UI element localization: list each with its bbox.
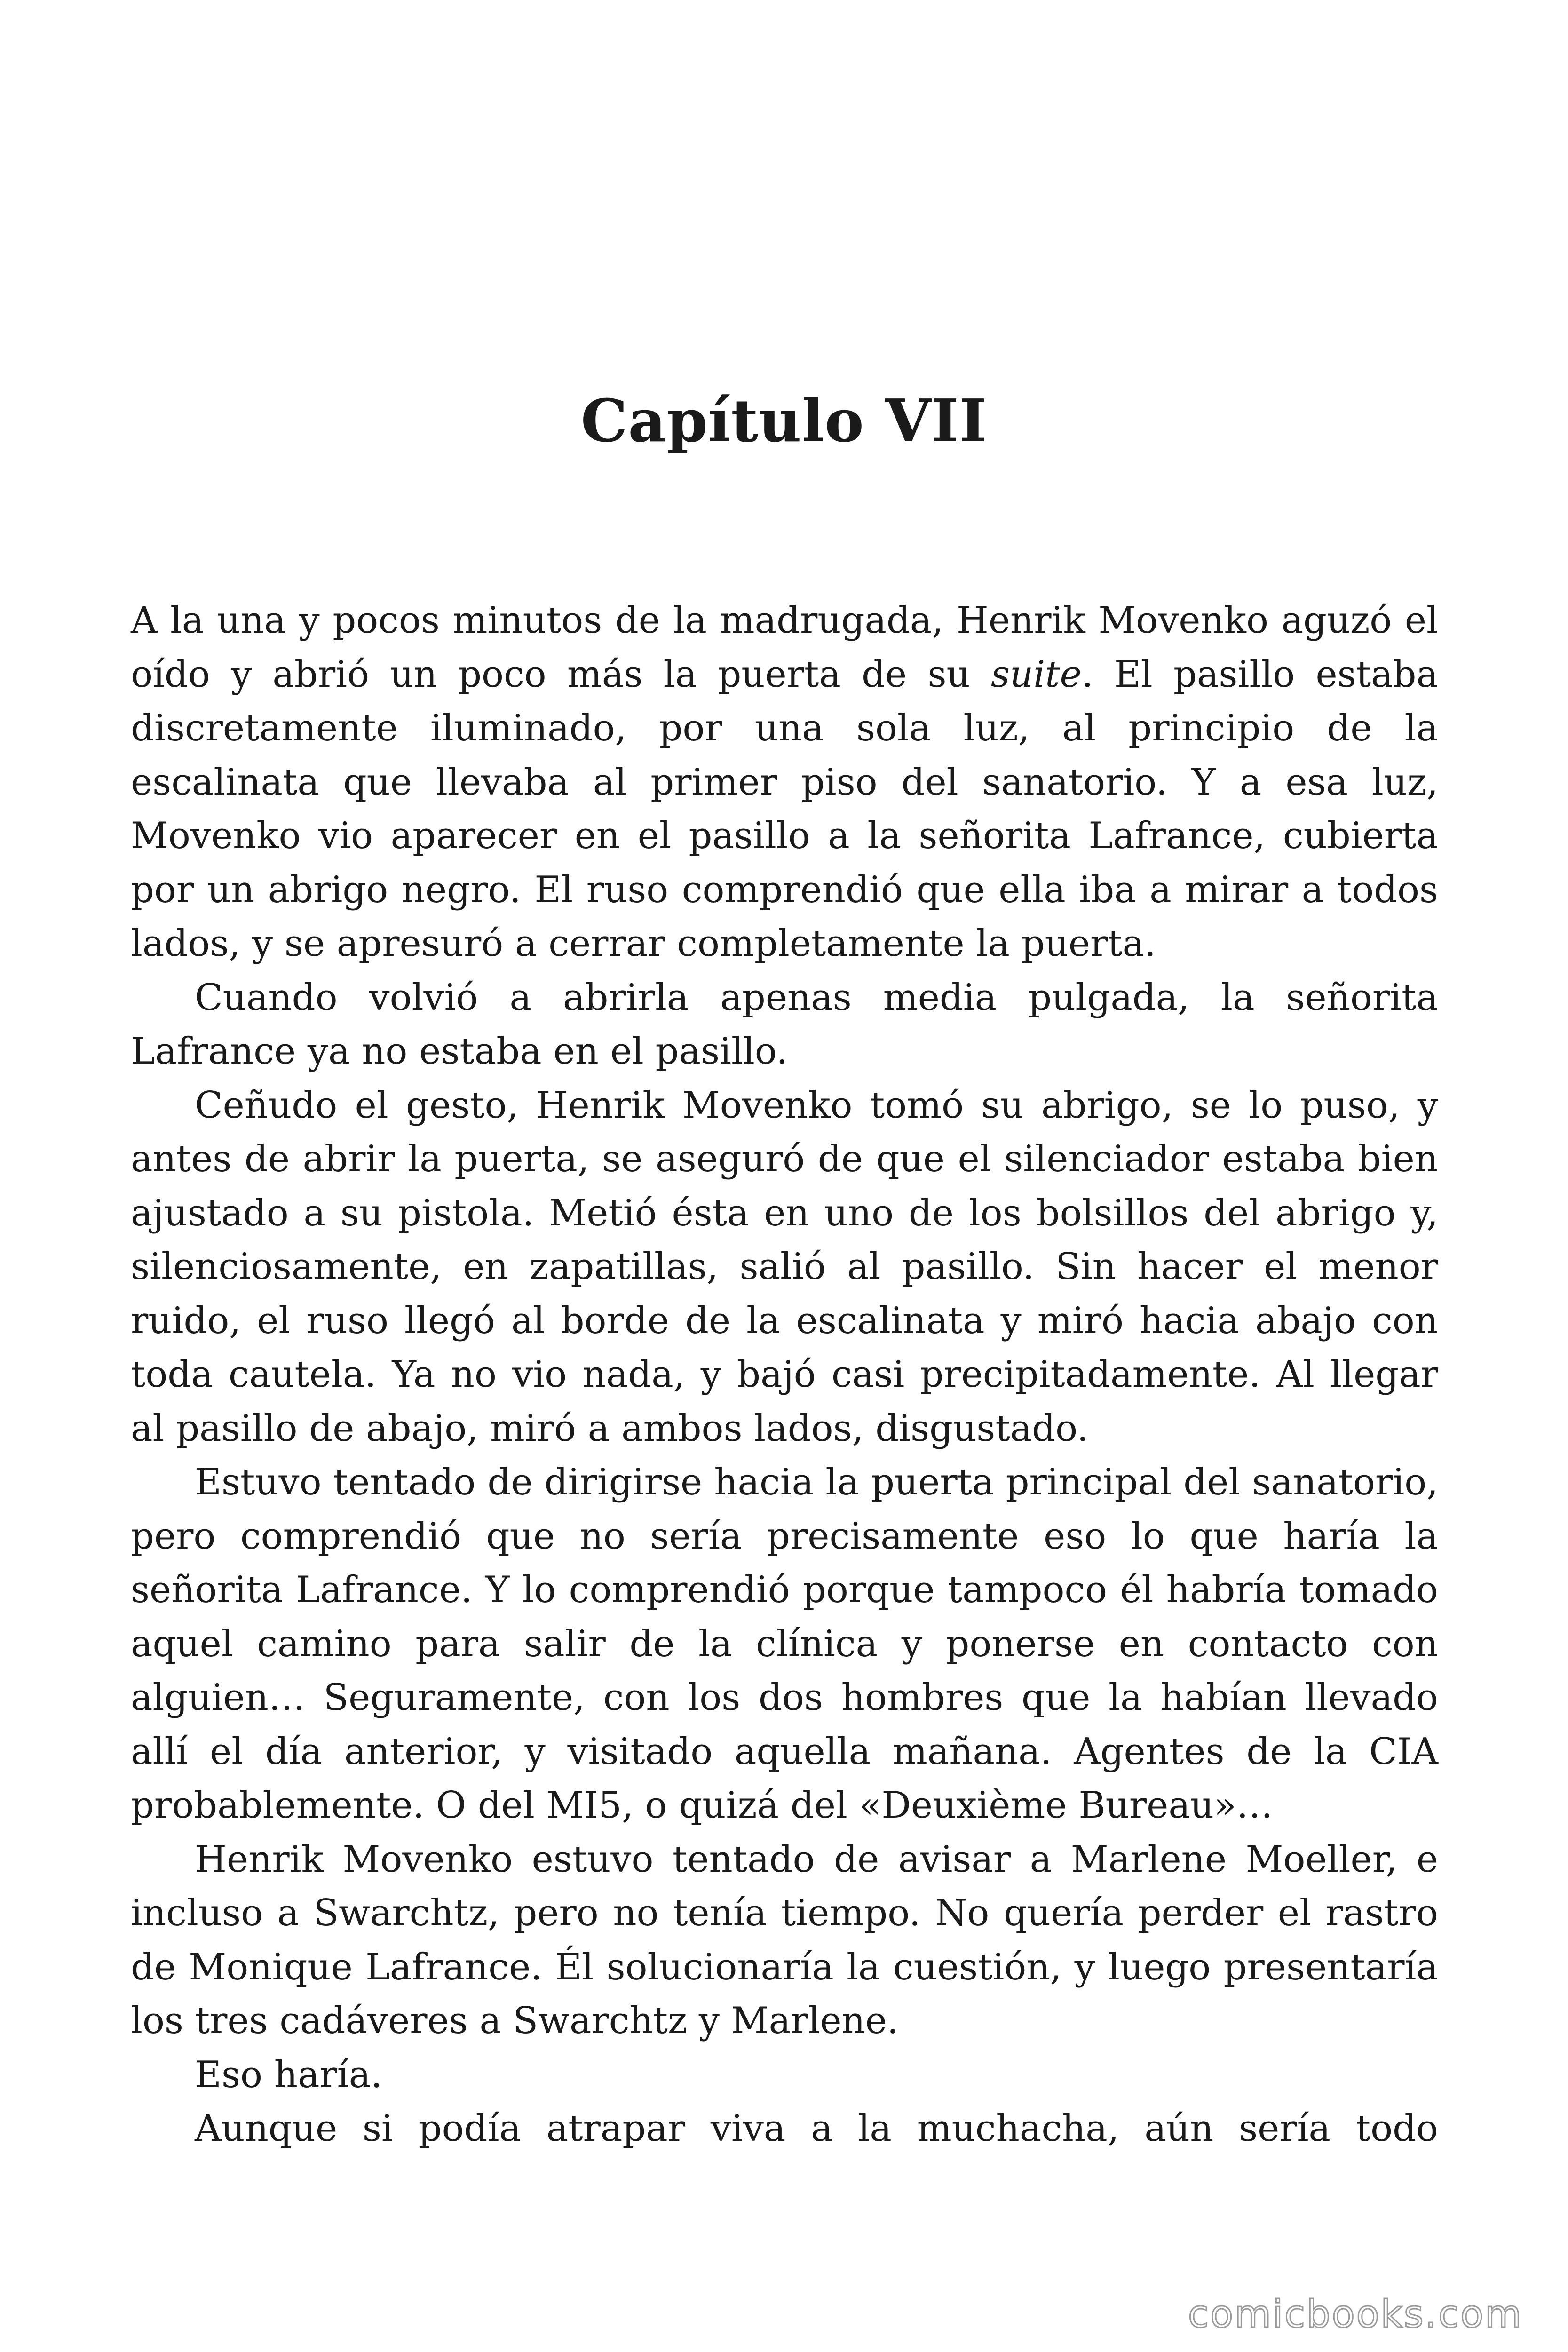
paragraph-1-text-start: A la una y pocos minutos de la madrugada, Henrik Movenko aguzó el oído y abrió un poco más la puerta de su xyxy=(131,599,1438,696)
paragraph-1 xyxy=(131,594,1438,971)
paragraph-1-text-end: . El pasillo estaba discretamente iluminado, por una sola luz, al principio de la escalinata que llevaba al primer piso del sanatorio. Y a esa luz, Movenko vio aparecer en el pasillo a la señorita Lafrance, cubierta por un abrigo negro. El ruso comprendió que ella iba a mirar a todos lados, y se apresuró a cerrar completamente la puerta. xyxy=(131,653,1438,965)
paragraph-3: Ceñudo el gesto, Henrik Movenko tomó su abrigo, se lo puso, y antes de abrir la puerta, se aseguró de que el silenciador estaba bien ajustado a su pistola. Metió ésta en uno de los bolsillos del abrigo y, silenciosamente, en zapatillas, salió al pasillo. Sin hacer el menor ruido, el ruso llegó al borde de la escalinata y miró hacia abajo con toda cautela. Ya no vio nada, y bajó casi precipitadamente. Al llegar al pasillo de abajo, miró a ambos lados, disgustado. xyxy=(131,1084,1438,1450)
paragraph-5: Henrik Movenko estuvo tentado de avisar a Marlene Moeller, e incluso a Swarchtz, pero no tenía tiempo. No quería perder el rastro de Monique Lafrance. Él solucionaría la cuestión, y luego presentaría los tres cadáveres a Swarchtz y Marlene. xyxy=(131,1838,1438,2042)
paragraph-2: Cuando volvió a abrirla apenas media pulgada, la señorita Lafrance ya no estaba en el pasillo. xyxy=(131,976,1438,1073)
watermark-logo: comicbooks.com xyxy=(1188,2292,1523,2336)
paragraph-7: Aunque si podía atrapar viva a la muchacha, aún sería todo xyxy=(195,2107,1438,2150)
italic-word: suite xyxy=(991,653,1082,696)
chapter-title: Capítulo VII xyxy=(580,387,988,455)
body-text xyxy=(131,594,1438,2156)
paragraph-6: Eso haría. xyxy=(195,2053,382,2096)
paragraph-4: Estuvo tentado de dirigirse hacia la puerta principal del sanatorio, pero comprendió que no sería precisamente eso lo que haría la señorita Lafrance. Y lo comprendió porque tampoco él habría tomado aquel camino para salir de la clínica y ponerse en contacto con alguien… Seguramente, con los dos hombres que la habían llevado allí el día anterior, y visitado aquella mañana. Agentes de la CIA probablemente. O del MI5, o quizá del «Deuxième Bureau»… xyxy=(131,1461,1438,1827)
